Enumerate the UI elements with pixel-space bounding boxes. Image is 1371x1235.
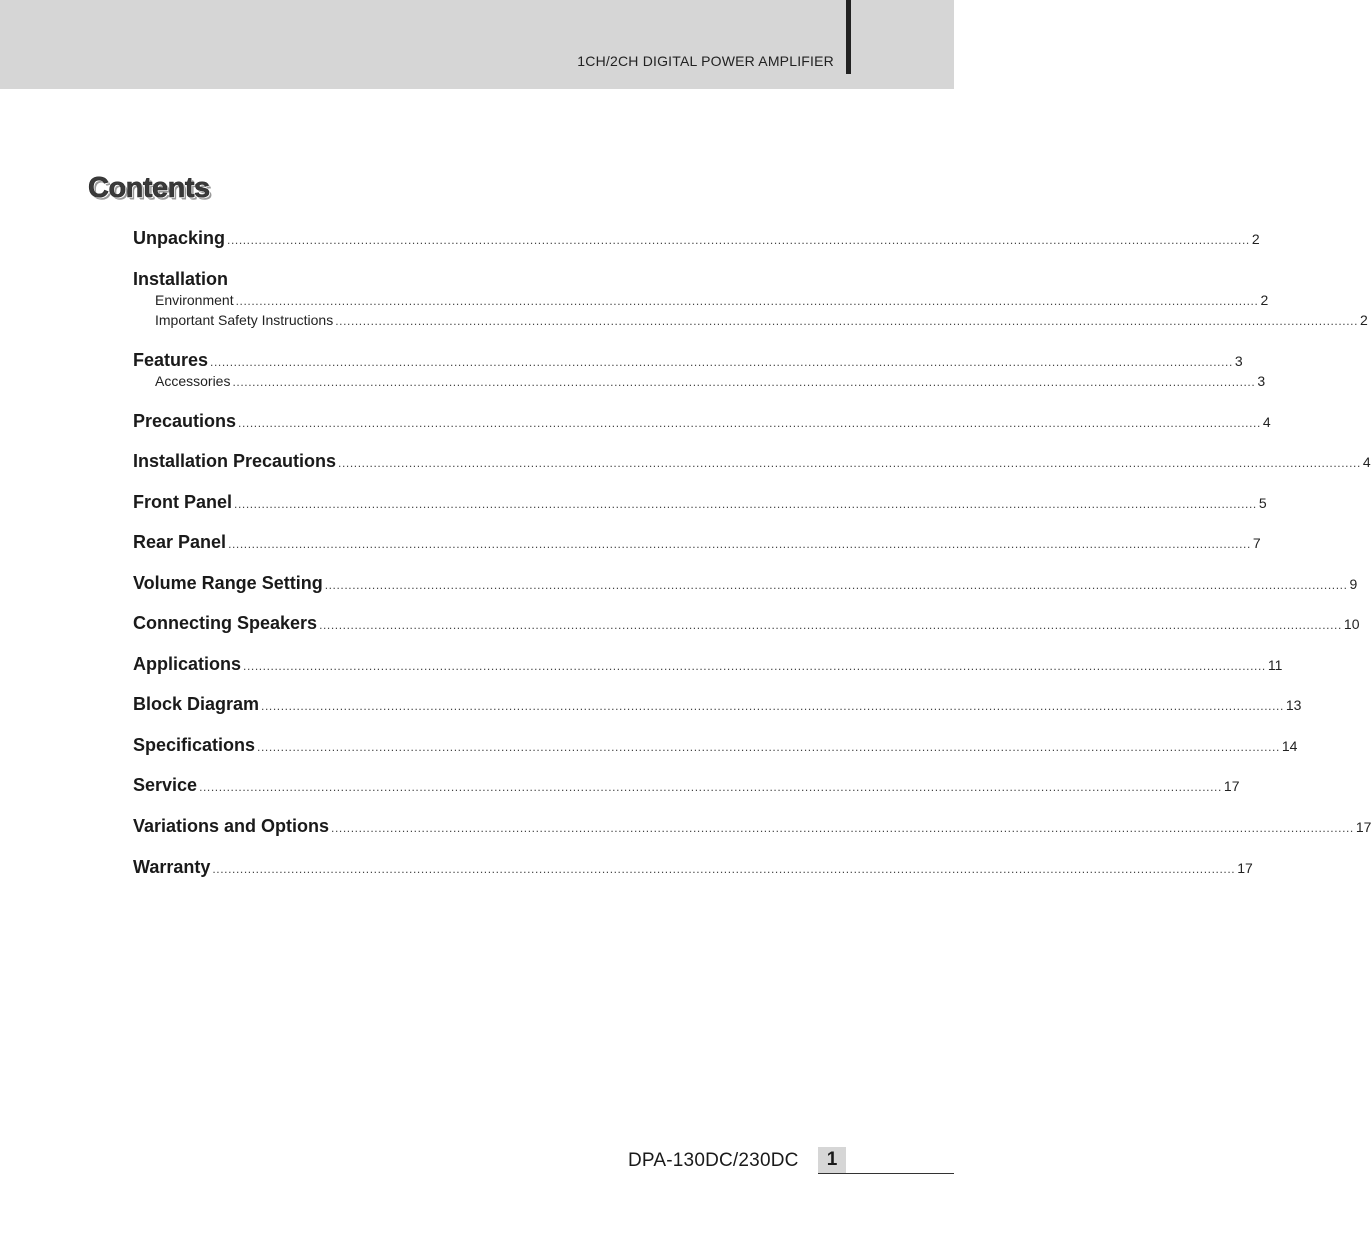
toc-page-number: 9: [1349, 576, 1358, 592]
toc-entry-label: Front Panel: [133, 492, 233, 512]
toc-leader-dots: ....................................................................................................................................................................................................................................................................: [238, 416, 1261, 430]
toc-entry-volume-range-setting[interactable]: [133, 573, 1358, 594]
toc-leader-dots: ....................................................................................................................................................................................................................................................................: [335, 314, 1359, 328]
toc-entry-environment[interactable]: [155, 292, 1269, 308]
footer-rule: [818, 1173, 954, 1174]
toc-leader-dots: ....................................................................................................................................................................................................................................................................: [235, 294, 1259, 308]
toc-entry-variations-and-options[interactable]: [133, 816, 1371, 837]
toc-page-number: 3: [1257, 373, 1266, 389]
toc-entry-front-panel[interactable]: [133, 492, 1267, 513]
toc-leader-dots: ....................................................................................................................................................................................................................................................................: [324, 578, 1348, 592]
header-band: [0, 0, 954, 89]
toc-entry-important-safety-instructions[interactable]: [155, 312, 1368, 328]
toc-entry-service[interactable]: [133, 775, 1240, 796]
toc-leader-dots: ....................................................................................................................................................................................................................................................................: [261, 699, 1284, 713]
toc-page-number: 17: [1355, 819, 1371, 835]
toc-page-number: 17: [1223, 778, 1240, 794]
toc-page-number: 4: [1262, 414, 1271, 430]
toc-entry-applications[interactable]: [133, 654, 1283, 675]
toc-entry-accessories[interactable]: [155, 373, 1266, 389]
toc-page-number: 2: [1260, 292, 1269, 308]
toc-entry-label: Rear Panel: [133, 532, 227, 552]
toc-entry-label: Service: [133, 775, 198, 795]
toc-leader-dots: ....................................................................................................................................................................................................................................................................: [210, 355, 1233, 369]
toc-leader-dots: ....................................................................................................................................................................................................................................................................: [243, 659, 1266, 673]
toc-leader-dots: ....................................................................................................................................................................................................................................................................: [228, 537, 1251, 551]
toc-entry-label: Unpacking: [133, 228, 226, 248]
toc-entry-label: Environment: [155, 292, 234, 308]
toc-page-number: 13: [1285, 697, 1302, 713]
toc-leader-dots: ....................................................................................................................................................................................................................................................................: [338, 456, 1361, 470]
toc-leader-dots: ....................................................................................................................................................................................................................................................................: [232, 375, 1256, 389]
toc-entry-label: Features: [133, 350, 209, 370]
toc-page-number: 2: [1251, 231, 1260, 247]
toc-leader-dots: ....................................................................................................................................................................................................................................................................: [257, 740, 1280, 754]
toc-leader-dots: ....................................................................................................................................................................................................................................................................: [227, 233, 1250, 247]
toc-entry-label: Installation: [133, 269, 229, 289]
toc-entry-precautions[interactable]: [133, 411, 1271, 432]
toc-page-number: 2: [1360, 312, 1368, 328]
header-title: 1CH/2CH DIGITAL POWER AMPLIFIER: [577, 53, 834, 69]
toc-entry-label: Variations and Options: [133, 816, 330, 836]
toc-entry-label: Specifications: [133, 735, 256, 755]
toc-entry-label: Applications: [133, 654, 242, 674]
toc-entry-label: Important Safety Instructions: [155, 312, 334, 328]
footer-page-number: 1: [818, 1147, 846, 1173]
toc-heading-installation: [133, 269, 228, 290]
toc-page-number: 5: [1258, 495, 1267, 511]
toc-entry-label: Warranty: [133, 857, 211, 877]
toc-entry-label: Precautions: [133, 411, 237, 431]
toc-entry-unpacking[interactable]: [133, 228, 1260, 249]
page-title: Contents: [88, 172, 210, 204]
footer-model-name: DPA-130DC/230DC: [628, 1150, 799, 1171]
toc-entry-rear-panel[interactable]: [133, 532, 1261, 553]
toc-leader-dots: ....................................................................................................................................................................................................................................................................: [199, 780, 1222, 794]
header-accent-bar: [846, 0, 851, 74]
toc-leader-dots: ....................................................................................................................................................................................................................................................................: [212, 862, 1236, 876]
toc-entry-features[interactable]: [133, 350, 1243, 371]
toc-page-number: 17: [1237, 860, 1253, 876]
toc-entry-label: Volume Range Setting: [133, 573, 323, 593]
toc-entry-block-diagram[interactable]: [133, 694, 1302, 715]
toc-entry-label: Accessories: [155, 373, 231, 389]
toc-entry-warranty[interactable]: [133, 857, 1253, 878]
toc-page-number: 4: [1362, 454, 1371, 470]
toc-page-number: 14: [1281, 738, 1298, 754]
toc-entry-label: Installation Precautions: [133, 451, 337, 471]
toc-page-number: 11: [1267, 657, 1283, 673]
toc-leader-dots: ....................................................................................................................................................................................................................................................................: [234, 497, 1257, 511]
toc-page-number: 3: [1234, 353, 1243, 369]
toc-entry-label: Block Diagram: [133, 694, 260, 714]
toc-entry-connecting-speakers[interactable]: [133, 613, 1360, 634]
toc-leader-dots: ....................................................................................................................................................................................................................................................................: [319, 618, 1342, 632]
toc-page-number: 10: [1343, 616, 1360, 632]
toc-page-number: 7: [1252, 535, 1261, 551]
toc-entry-installation-precautions[interactable]: [133, 451, 1371, 472]
toc-entry-label: Connecting Speakers: [133, 613, 318, 633]
toc-entry-specifications[interactable]: [133, 735, 1298, 756]
toc-leader-dots: ....................................................................................................................................................................................................................................................................: [331, 821, 1354, 835]
